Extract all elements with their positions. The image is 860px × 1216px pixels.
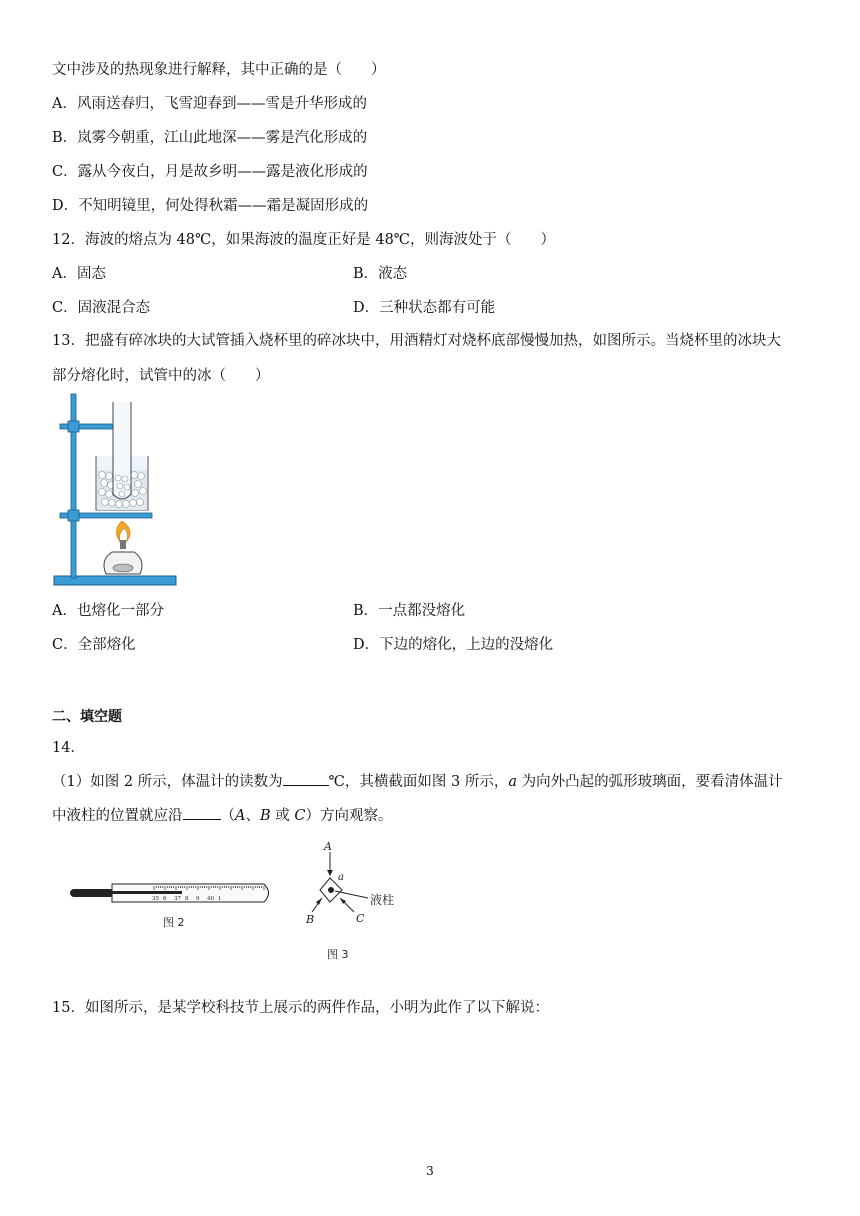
q13-option-c: C．全部熔化 [52, 637, 136, 653]
q14-blank-direction[interactable] [183, 805, 221, 820]
q14-line2-paren: （ [220, 808, 235, 824]
q11-option-b: B．岚雾今朝重，江山此地深——雾是汽化形成的 [52, 130, 368, 146]
thermometer-scale-label: 9 [196, 896, 200, 902]
q11-stem-tail: 文中涉及的热现象进行解释，其中正确的是（ ） [52, 62, 386, 78]
q13-stem-line1: 13．把盛有碎冰块的大试管插入烧杯里的碎冰块中，用酒精灯对烧杯底部慢慢加热，如图所示。当烧杯里的冰块大 [52, 333, 781, 349]
q14-line2-text-a: 中液柱的位置就应沿 [52, 808, 183, 824]
fig3-label-liquid: 液柱 [370, 893, 395, 907]
page-number: 3 [426, 1164, 434, 1178]
q12-stem: 12．海波的熔点为 48℃，如果海波的温度正好是 48℃，则海波处于（ ） [52, 232, 556, 248]
q13-option-d: D．下边的熔化，上边的没熔化 [353, 637, 554, 653]
thermometer-scale-label: 37 [174, 896, 181, 902]
q14-part1-line2 [52, 805, 392, 826]
q14-line2-label-a: A [235, 808, 246, 824]
q14-number: 14． [52, 740, 85, 756]
q14-thermometer-figure [68, 878, 278, 910]
q14-line1-text-c: 为向外凸起的弧形玻璃面，要看清体温计 [517, 774, 783, 790]
fig3-label-a-upper: A [324, 840, 332, 853]
q14-line2-sep: 、 [245, 808, 260, 824]
q13-apparatus-figure [50, 390, 180, 590]
q14-line1-var-a: a [508, 774, 517, 790]
thermometer-scale-label: 1 [218, 896, 222, 902]
q12-option-d: D．三种状态都有可能 [353, 300, 496, 316]
q14-cross-section-figure [300, 836, 410, 928]
q11-option-a: A．风雨送春归，飞雪迎春到——雪是升华形成的 [52, 96, 367, 112]
q13-option-a: A．也熔化一部分 [52, 603, 164, 619]
q14-line1-text-b: ℃，其横截面如图 3 所示， [328, 774, 509, 790]
q13-stem-line2: 部分熔化时，试管中的冰（ ） [52, 368, 270, 384]
q14-line2-or: 或 [270, 808, 295, 824]
q14-line2-text-c: ）方向观察。 [305, 808, 393, 824]
fig3-caption: 图 3 [327, 948, 349, 961]
thermometer-scale-label: 40 [207, 896, 214, 902]
fig3-label-b: B [306, 913, 315, 926]
q12-option-a: A．固态 [52, 266, 106, 282]
fig3-label-c: C [356, 912, 365, 925]
q14-blank-reading[interactable] [283, 771, 329, 786]
q14-line2-label-c: C [294, 808, 306, 824]
q12-option-b: B．液态 [353, 266, 408, 282]
q14-line1-text-a: （1）如图 2 所示，体温计的读数为 [52, 774, 283, 790]
thermometer-scale-label: 35 [152, 896, 159, 902]
q13-option-b: B．一点都没熔化 [353, 603, 466, 619]
q11-option-d: D．不知明镜里，何处得秋霜——霜是凝固形成的 [52, 198, 369, 214]
fig3-label-a-lower: a [338, 872, 344, 883]
section-heading-fill-in: 二、填空题 [52, 709, 122, 725]
fig2-caption: 图 2 [163, 916, 185, 929]
thermometer-scale-label: 8 [185, 896, 189, 902]
q15-stem: 15．如图所示，是某学校科技节上展示的两件作品，小明为此作了以下解说： [52, 1000, 549, 1016]
q14-part1-line1 [52, 771, 783, 792]
thermometer-scale-label: 6 [163, 896, 167, 902]
q12-option-c: C．固液混合态 [52, 300, 151, 316]
q14-line2-label-b: B [259, 808, 271, 824]
q11-option-c: C．露从今夜白，月是故乡明——露是液化形成的 [52, 164, 368, 180]
